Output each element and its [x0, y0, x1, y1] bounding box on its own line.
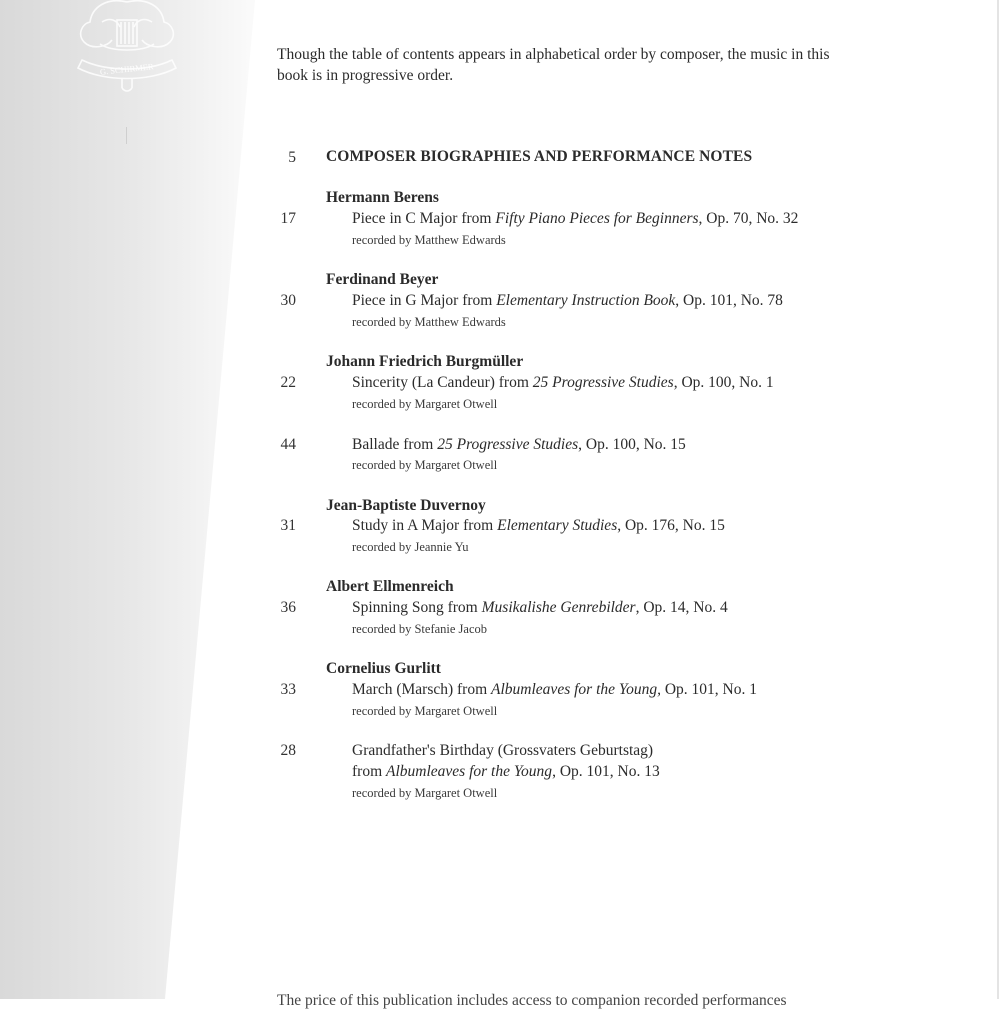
recorded-by: recorded by Jeannie Yu [352, 540, 469, 554]
piece-title: March (Marsch) from Albumleaves for the Young, Op. 101, No. 1 [352, 681, 757, 698]
intro-text: Though the table of contents appears in alphabetical order by composer, the music in this book is in progressive order. [277, 46, 830, 84]
logo-text: G. SCHIRMER [99, 61, 154, 77]
piece-title: Spinning Song from Musikalishe Genrebilder, Op. 14, No. 4 [352, 599, 728, 616]
composer-name: Albert Ellmenreich [326, 578, 454, 595]
piece-source: from Albumleaves for the Young, Op. 101, No. 13 [352, 763, 660, 780]
heading-page-number: 5 [288, 149, 296, 166]
page-number: 36 [280, 599, 296, 616]
page-number: 30 [280, 292, 296, 309]
composer-name: Cornelius Gurlitt [326, 660, 441, 677]
page-number: 33 [280, 681, 296, 698]
piece-title: Piece in G Major from Elementary Instruction Book, Op. 101, No. 78 [352, 292, 783, 309]
recorded-by: recorded by Margaret Otwell [352, 704, 498, 718]
recorded-by: recorded by Margaret Otwell [352, 786, 498, 800]
composer-name: Ferdinand Beyer [326, 271, 439, 288]
toc-heading: COMPOSER BIOGRAPHIES AND PERFORMANCE NOTES [326, 148, 753, 165]
piece-title: Ballade from 25 Progressive Studies, Op. 100, No. 15 [352, 436, 686, 453]
recorded-by: recorded by Margaret Otwell [352, 458, 498, 472]
recorded-by: recorded by Matthew Edwards [352, 315, 506, 329]
recorded-by: recorded by Margaret Otwell [352, 397, 498, 411]
page-number: 28 [280, 742, 296, 759]
recorded-by: recorded by Matthew Edwards [352, 233, 506, 247]
piece-title: Sincerity (La Candeur) from 25 Progressive Studies, Op. 100, No. 1 [352, 374, 774, 391]
piece-title: Grandfather's Birthday (Grossvaters Geburtstag) [352, 742, 654, 759]
recorded-by: recorded by Stefanie Jacob [352, 622, 488, 636]
page-number: 22 [280, 374, 296, 391]
page-number: 17 [280, 210, 296, 227]
piece-title: Study in A Major from Elementary Studies, Op. 176, No. 15 [352, 517, 725, 534]
piece-title: Piece in C Major from Fifty Piano Pieces for Beginners, Op. 70, No. 32 [352, 210, 799, 227]
composer-name: Hermann Berens [326, 189, 439, 206]
page-number: 31 [280, 517, 296, 534]
composer-name: Jean-Baptiste Duvernoy [326, 497, 486, 514]
footer-text-cut: The price of this publication includes access to companion recorded performances [277, 992, 787, 1009]
page-number: 44 [280, 436, 296, 453]
composer-name: Johann Friedrich Burgmüller [326, 353, 524, 370]
